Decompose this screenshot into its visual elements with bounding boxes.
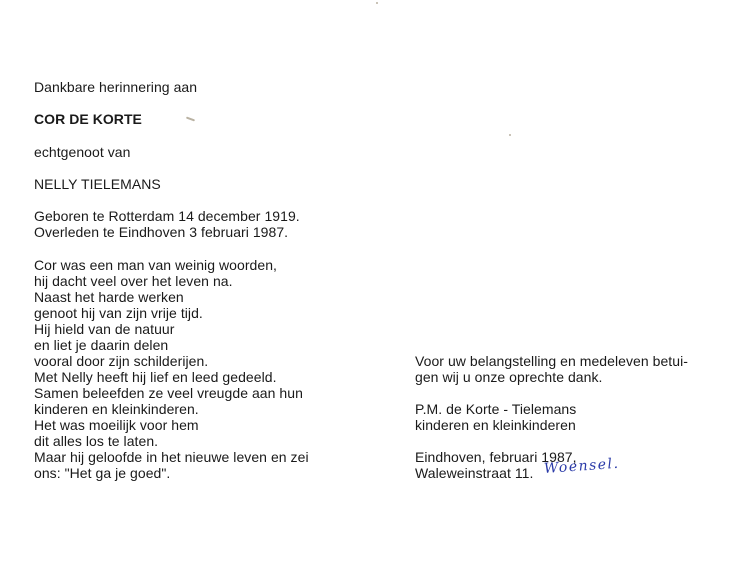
poem-line: Samen beleefden ze veel vreugde aan hun [34,385,303,401]
poem-line: ons: "Het ga je goed". [34,465,171,481]
relation-text: echtgenoot van [34,144,131,160]
paper-speck [509,134,511,136]
poem-line: dit alles los te laten. [34,433,159,449]
poem-line: Naast het harde werken [34,289,184,305]
birth-line: Geboren te Rotterdam 14 december 1919. [34,208,300,224]
poem-line: Cor was een man van weinig woorden, [34,257,277,273]
poem-line: Met Nelly heeft hij lief en leed gedeeld. [34,369,277,385]
poem-line: Hij hield van de natuur [34,321,175,337]
death-line: Overleden te Eindhoven 3 februari 1987. [34,224,289,240]
poem-line: hij dacht veel over het leven na. [34,273,233,289]
deceased-name: COR DE KORTE [34,111,142,127]
poem-line: vooral door zijn schilderijen. [34,353,209,369]
family-line: kinderen en kleinkinderen [415,417,576,433]
handwritten-note: Woensel. [543,455,620,477]
address: Waleweinstraat 11. [415,465,534,481]
poem-line: kinderen en kleinkinderen. [34,401,199,417]
spouse-name: NELLY TIELEMANS [34,176,161,192]
paper-speck [186,117,195,122]
poem-line: genoot hij van zijn vrije tijd. [34,305,203,321]
paper-speck [376,2,378,4]
place-date: Eindhoven, februari 1987, [415,449,577,465]
poem-line: Maar hij geloofde in het nieuwe leven en zei [34,449,309,465]
intro-text: Dankbare herinnering aan [34,79,198,95]
thanks-line: gen wij u onze oprechte dank. [415,369,603,385]
poem-line: Het was moeilijk voor hem [34,417,199,433]
thanks-line: Voor uw belangstelling en medeleven betui- [415,353,688,369]
family-line: P.M. de Korte - Tielemans [415,401,577,417]
poem-line: en liet je daarin delen [34,337,169,353]
